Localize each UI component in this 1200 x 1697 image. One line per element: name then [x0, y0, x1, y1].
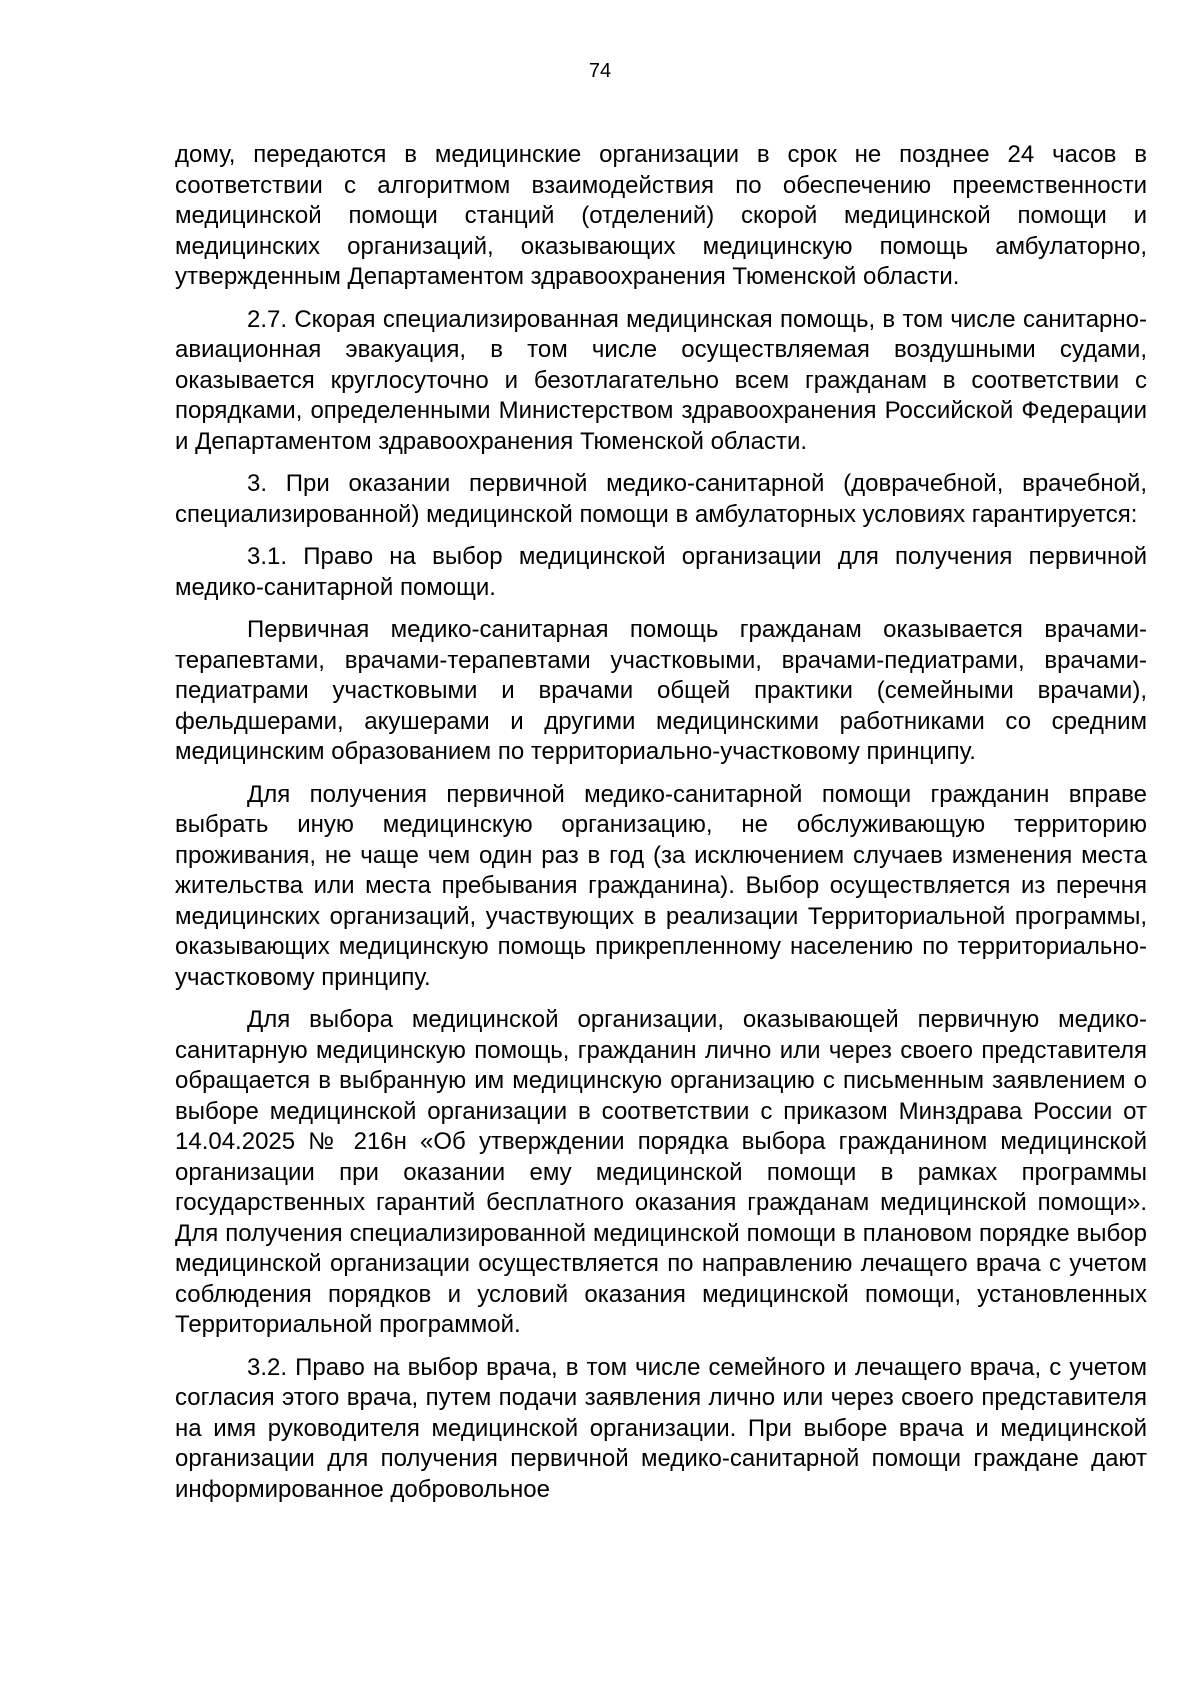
paragraph-3-1-right-to-choose-organization: 3.1. Право на выбор медицинской организации для получения первичной медико-санитарной помощи. — [175, 543, 1147, 601]
paragraph-2-7-emergency-specialized-care: 2.7. Скорая специализированная медицинская помощь, в том числе санитарно-авиационная эвакуация, в том числе осуществляемая воздушными судами, оказывается круглосуточно и безотлагательно всем гражданам в соответствии с порядками, определенными Министерством здравоохранения Российской Федерации и Департаментом здравоохранения Тюменской области. — [175, 305, 1147, 455]
paragraph-3-primary-care-guarantees: 3. При оказании первичной медико-санитарной (доврачебной, врачебной, специализированной) медицинской помощи в амбулаторных условиях гарантируется: — [175, 470, 1147, 528]
page-number: 74 — [588, 60, 612, 82]
paragraph-choose-other-organization: Для получения первичной медико-санитарной помощи гражданин вправе выбрать иную медицинскую организацию, не обслуживающую территорию проживания, не чаще чем один раз в год (за исключением случаев изменения места жительства или места пребывания гражданина). Выбор осуществляется из перечня медицинских организаций, участвующих в реализации Территориальной программы, оказывающих медицинскую помощь прикрепленному населению по территориально-участковому принципу. — [175, 780, 1147, 991]
paragraph-continuation: дому, передаются в медицинские организации в срок не позднее 24 часов в соответствии с алгоритмом взаимодействия по обеспечению преемственности медицинской помощи станций (отделений) скорой медицинской помощи и медицинских организаций, оказывающих медицинскую помощь амбулаторно, утвержденным Департаментом здравоохранения Тюменской области. — [175, 141, 1147, 290]
paragraph-primary-care-providers: Первичная медико-санитарная помощь гражданам оказывается врачами-терапевтами, врачами-терапевтами участковыми, врачами-педиатрами, врачами-педиатрами участковыми и врачами общей практики (семейными врачами), фельдшерами, акушерами и другими медицинскими работниками со средним медицинским образованием по территориально-участковому принципу. — [175, 616, 1147, 765]
document-body — [175, 140, 1147, 1517]
paragraph-3-2-right-to-choose-doctor: 3.2. Право на выбор врача, в том числе семейного и лечащего врача, с учетом согласия этого врача, путем подачи заявления лично или через своего представителя на имя руководителя медицинской организации. При выборе врача и медицинской организации для получения первичной медико-санитарной помощи граждане дают информированное добровольное — [175, 1353, 1147, 1503]
paragraph-choice-procedure: Для выбора медицинской организации, оказывающей первичную медико-санитарную медицинскую помощь, гражданин лично или через своего представителя обращается в выбранную им медицинскую организацию с письменным заявлением о выборе медицинской организации в соответствии с приказом Минздрава России от 14.04.2025 № 216н «Об утверждении порядка выбора гражданином медицинской организации при оказании ему медицинской помощи в рамках программы государственных гарантий бесплатного оказания гражданам медицинской помощи». Для получения специализированной медицинской помощи в плановом порядке выбор медицинской организации осуществляется по направлению лечащего врача с учетом соблюдения порядков и условий оказания медицинской помощи, установленных Территориальной программой. — [175, 1006, 1147, 1338]
